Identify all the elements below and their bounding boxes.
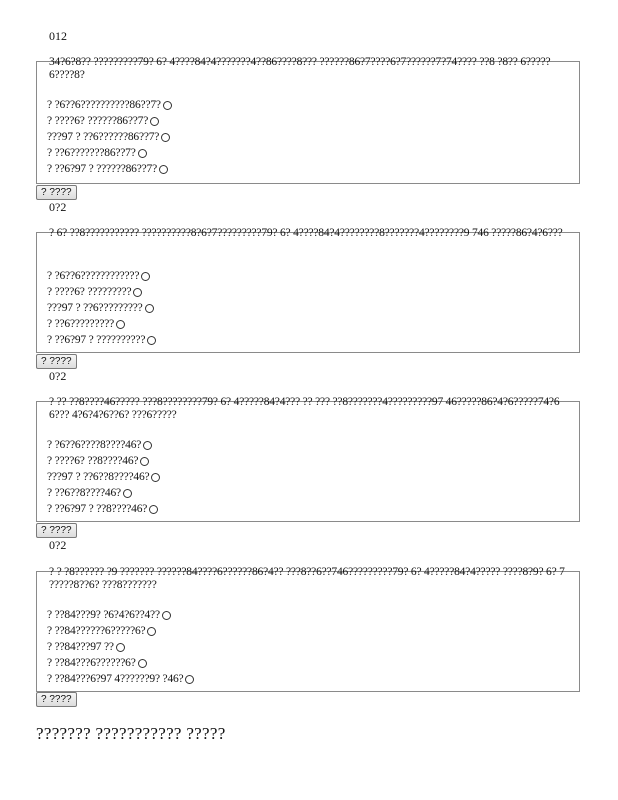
- radio-button[interactable]: [163, 101, 172, 110]
- radio-button[interactable]: [140, 457, 149, 466]
- radio-button[interactable]: [141, 272, 150, 281]
- option-label: ? ??6???????86??7?: [47, 147, 136, 159]
- option-row[interactable]: [47, 485, 571, 501]
- option-label: ? ????6? ??????86??7?: [47, 115, 149, 127]
- question-3-options: [47, 437, 571, 517]
- option-label: ? ????6? ??8????46?: [47, 455, 139, 467]
- radio-button[interactable]: [123, 489, 132, 498]
- radio-button[interactable]: [138, 659, 147, 668]
- option-label: ? ????6? ?????????: [47, 286, 132, 298]
- option-row[interactable]: [47, 316, 571, 332]
- option-label: ? ??84???9? ?6?4?6??4??: [47, 609, 160, 621]
- radio-button[interactable]: [151, 473, 160, 482]
- question-2-box: [36, 227, 580, 353]
- question-4-submit-button[interactable]: ? ????: [36, 692, 77, 707]
- option-row[interactable]: [47, 501, 571, 517]
- radio-button[interactable]: [116, 643, 125, 652]
- option-row[interactable]: [47, 332, 571, 348]
- option-row[interactable]: [47, 161, 571, 177]
- radio-button[interactable]: [150, 117, 159, 126]
- question-3-box: [36, 396, 580, 522]
- option-row[interactable]: [47, 453, 571, 469]
- question-4-options: [47, 607, 571, 687]
- option-label: ? ??84???6?97 4??????9? ?46?: [47, 673, 184, 685]
- option-label: ???97 ? ??6?????????: [47, 302, 143, 314]
- question-2-submit-button[interactable]: ? ????: [36, 354, 77, 369]
- question-1-submit-button[interactable]: ? ????: [36, 185, 77, 200]
- option-row[interactable]: [47, 145, 571, 161]
- option-label: ???97 ? ??6??????86??7?: [47, 131, 160, 143]
- question-4-number: 0?2: [49, 538, 67, 552]
- option-label: ? ?6??6????8????46?: [47, 439, 142, 451]
- question-3-text: ? ?? ??8????46????? ???8????????79? 6? 4?????84?4??? ?? ??? ??8???????4?????????97 46?????86?4?6?????74?6 6??? 4?6?4?6??6? ???6?????: [49, 396, 560, 421]
- option-label: ? ??84???97 ??: [47, 641, 114, 653]
- option-label: ? ??6?97 ? ??????????: [47, 334, 146, 346]
- question-3-submit-button[interactable]: ? ????: [36, 523, 77, 538]
- footer-text: ??????? ??????????? ?????: [36, 724, 226, 743]
- option-row[interactable]: [47, 607, 571, 623]
- option-row[interactable]: [47, 113, 571, 129]
- question-4-text: ? ? ?8?????? ?9 ??????? ??????84????6??????86?4?? ???8??6??746?????????79? 6? 4?????84?4????? ????8?9? 6? 7 ?????8??6? ???8???????: [49, 566, 565, 591]
- option-row[interactable]: [47, 97, 571, 113]
- option-label: ? ??84???6??????6?: [47, 657, 136, 669]
- option-label: ? ??84??????6?????6?: [47, 625, 146, 637]
- option-row[interactable]: [47, 268, 571, 284]
- question-3-number: 0?2: [49, 369, 67, 383]
- radio-button[interactable]: [138, 149, 147, 158]
- option-label: ? ??6??8????46?: [47, 487, 121, 499]
- radio-button[interactable]: [145, 304, 154, 313]
- option-row[interactable]: [47, 655, 571, 671]
- question-1-box: [36, 56, 580, 184]
- question-1-text: 34?6?8?? ?????????79? 6? 4????84?4???????4??86????8??? ??????86?7????6?7??????7?74???? ??8 ?8?? 6?????6????8?: [49, 56, 551, 81]
- option-row[interactable]: [47, 437, 571, 453]
- option-row[interactable]: [47, 623, 571, 639]
- option-row[interactable]: [47, 284, 571, 300]
- option-label: ? ??6?97 ? ??8????46?: [47, 503, 148, 515]
- option-row[interactable]: [47, 469, 571, 485]
- radio-button[interactable]: [143, 441, 152, 450]
- question-4-box: [36, 566, 580, 692]
- option-label: ???97 ? ??6??8????46?: [47, 471, 150, 483]
- option-label: ? ?6??6????????????: [47, 270, 140, 282]
- radio-button[interactable]: [161, 133, 170, 142]
- radio-button[interactable]: [147, 336, 156, 345]
- radio-button[interactable]: [147, 627, 156, 636]
- radio-button[interactable]: [159, 165, 168, 174]
- question-2-text: ? 6? ??8??????????? ??????????8?6?7?????????79? 6? 4????84?4????????8???????4????????9 746 ?????86?4?6???: [49, 227, 563, 239]
- option-label: ? ??6?????????: [47, 318, 115, 330]
- question-2-options: [47, 268, 571, 348]
- radio-button[interactable]: [149, 505, 158, 514]
- radio-button[interactable]: [185, 675, 194, 684]
- option-row[interactable]: [47, 129, 571, 145]
- option-row[interactable]: [47, 300, 571, 316]
- radio-button[interactable]: [133, 288, 142, 297]
- option-row[interactable]: [47, 639, 571, 655]
- question-2-number: 0?2: [49, 200, 67, 214]
- option-label: ? ?6??6??????????86??7?: [47, 99, 161, 111]
- option-row[interactable]: [47, 671, 571, 687]
- question-1-options: [47, 97, 571, 177]
- radio-button[interactable]: [162, 611, 171, 620]
- question-1-number: 012: [49, 29, 67, 43]
- radio-button[interactable]: [116, 320, 125, 329]
- option-label: ? ??6?97 ? ??????86??7?: [47, 163, 157, 175]
